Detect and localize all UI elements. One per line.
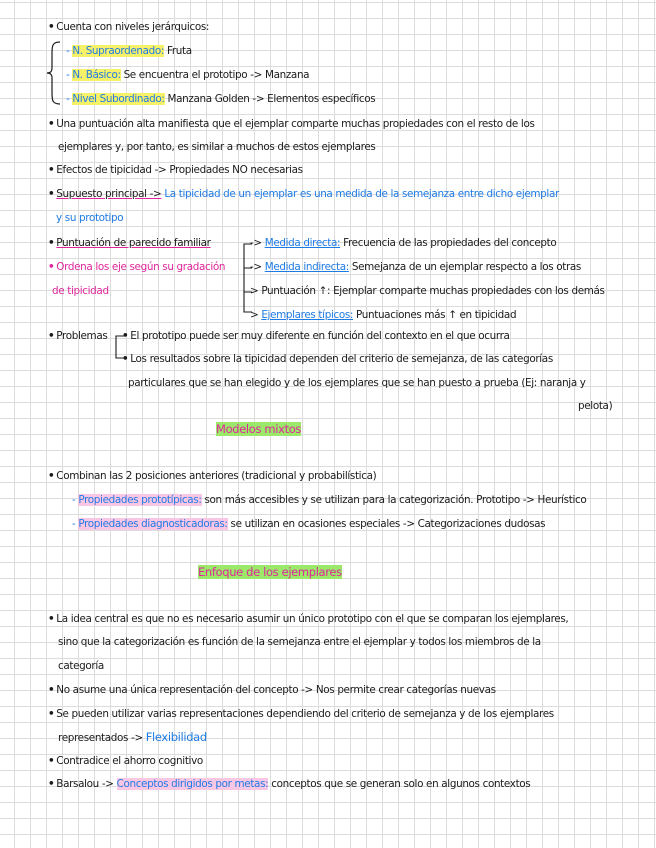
problema-2-line2: particulares que se han elegido y de los ejemplares que se han puesto a prueba (Ej: naranja y (128, 377, 586, 389)
barsalou: • Barsalou -> Conceptos dirigidos por metas: conceptos que se generan solo en algunos contextos (48, 778, 531, 790)
contradice-ahorro: • Contradice el ahorro cognitivo (48, 755, 203, 767)
nivel-supraordenado: - N. Supraordenado: Fruta (66, 45, 192, 57)
no-asume: • No asume una única representación del concepto -> Nos permite crear categorías nuevas (48, 684, 496, 696)
idea-central-line1: • La idea central es que no es necesario asumir un único prototipo con el que se comparan los ejemplares, (48, 613, 569, 625)
modelos-mixtos-title: Modelos mixtos (216, 422, 302, 436)
parecido-familiar-label: • Puntuación de parecido familiar (48, 237, 211, 249)
parecido-bracket-icon (240, 240, 258, 318)
nivel-subordinado: - Nivel Subordinado: Manzana Golden -> Elementos específicos (66, 93, 376, 105)
medida-indirecta: -> Medida indirecta: Semejanza de un ejemplar respecto a los otras (250, 261, 581, 273)
problema-2-line1: • Los resultados sobre la tipicidad dependen del criterio de semejanza, de las categorías (122, 353, 553, 365)
varias-representaciones-line1: • Se pueden utilizar varias representaciones dependiendo del criterio de semejanza y de los ejemplares (48, 708, 554, 720)
problemas-label: • Problemas (48, 330, 108, 342)
propiedades-prototipicas: - Propiedades prototípicas: son más accesibles y se utilizan para la categorización. Prototipo -> Heurístico (72, 494, 587, 506)
problema-2-line3: pelota) (578, 400, 613, 412)
hierarchy-brace-icon (46, 40, 62, 106)
propiedades-diagnosticadoras: - Propiedades diagnosticadoras: se utilizan en ocasiones especiales -> Categorizaciones dudosas (72, 518, 546, 530)
problema-1: • El prototipo puede ser muy diferente en función del contexto en el que ocurra (122, 330, 510, 342)
ejemplares-tipicos: > Ejemplares típicos: Puntuaciones más ↑ en tipicidad (250, 309, 517, 321)
nivel-basico: - N. Básico: Se encuentra el prototipo -> Manzana (66, 69, 310, 81)
idea-central-line2: sino que la categorización es función de la semejanza entre el ejemplar y todos los miembros de la (58, 636, 541, 648)
supuesto-principal-cont: y su prototipo (56, 212, 124, 224)
puntuacion-alta-line1: • Una puntuación alta manifiesta que el ejemplar comparte muchas propiedades con el resto de los (48, 118, 535, 130)
medida-directa: -> Medida directa: Frecuencia de las propiedades del concepto (250, 237, 557, 249)
idea-central-line3: categoría (58, 660, 104, 672)
puntuacion-alta-branch: > Puntuación ↑: Ejemplar comparte muchas propiedades con los demás (250, 285, 605, 297)
modelos-mixtos-intro: • Combinan las 2 posiciones anteriores (tradicional y probabilística) (48, 470, 377, 482)
efectos-tipicidad: • Efectos de tipicidad -> Propiedades NO necesarias (48, 164, 303, 176)
enfoque-ejemplares-title: Enfoque de los ejemplares (198, 565, 342, 579)
supuesto-principal: • Supuesto principal -> La tipicidad de un ejemplar es una medida de la semejanza entre dicho ejemplar (48, 188, 559, 200)
ordena-ejemplares: • Ordena los eje según su gradación (48, 261, 226, 273)
ordena-ejemplares-cont: de tipicidad (52, 285, 109, 297)
puntuacion-alta-line2: ejemplares y, por tanto, es similar a muchos de estos ejemplares (58, 141, 376, 153)
jerarquia-intro: • Cuenta con niveles jerárquicos: (48, 21, 210, 33)
varias-representaciones-line2: representados -> Flexibilidad (58, 730, 207, 744)
